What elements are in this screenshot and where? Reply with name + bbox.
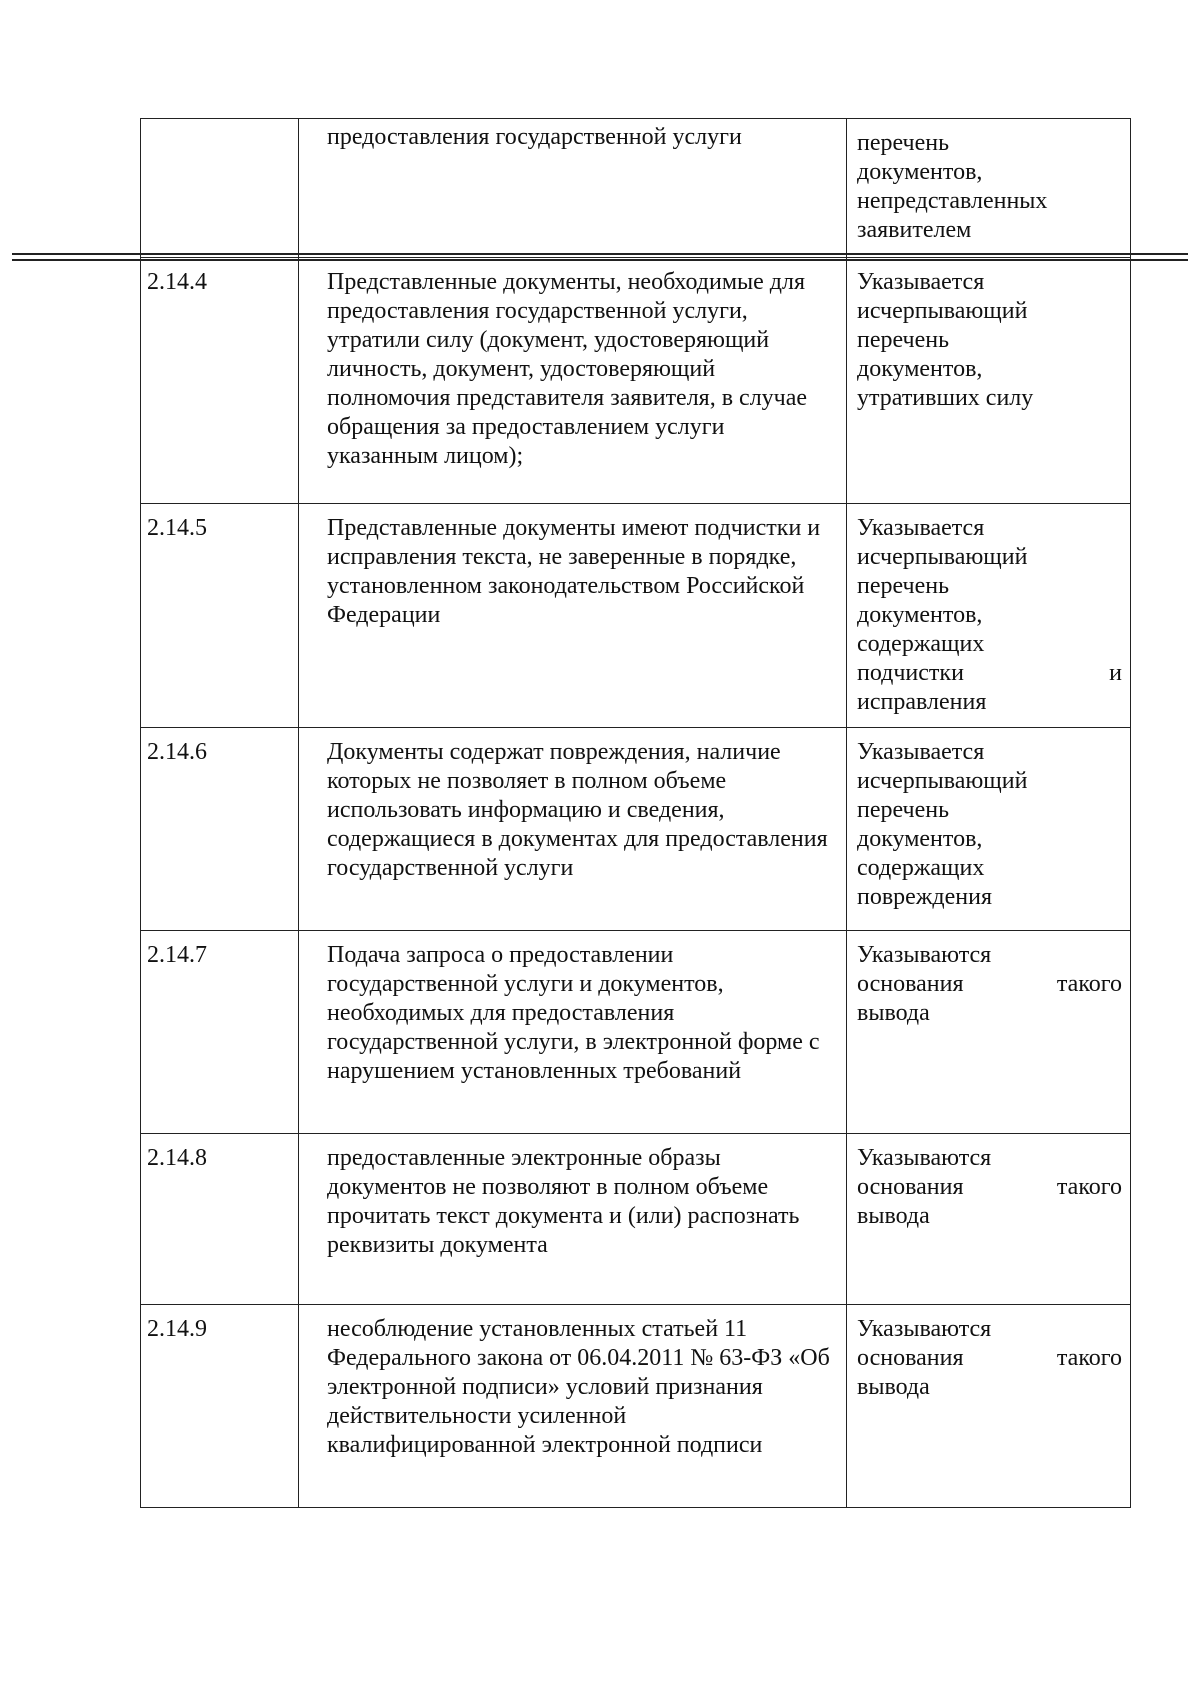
note-line: основания такого (857, 1345, 1122, 1371)
note-line: перечень (857, 130, 950, 156)
row-note (847, 504, 1131, 728)
note-line: перечень (857, 573, 950, 599)
row-number: 2.14.8 (141, 1134, 299, 1305)
note-line: основания такого (857, 971, 1122, 997)
note-line: исчерпывающий (857, 768, 1028, 794)
row-note (847, 258, 1131, 504)
row-note (847, 931, 1131, 1134)
row-description: несоблюдение установленных статьей 11 Федерального закона от 06.04.2011 № 63-ФЗ «Об электронной подписи» условий признания действительности усиленной квалифицированной электронной подписи (299, 1305, 847, 1508)
note-line: непредставленных (857, 188, 1048, 214)
note-line: заявителем (857, 217, 972, 243)
note-line: содержащих (857, 631, 985, 657)
note-line: документов, (857, 826, 983, 852)
note-line: подчистки и (857, 660, 1122, 686)
note-line: Указывается (857, 739, 985, 765)
note-line: содержащих (857, 855, 985, 881)
row-description: предоставления государственной услуги (299, 119, 847, 258)
note-line: Указываются (857, 942, 992, 968)
table-row (141, 1134, 1131, 1305)
row-description: Представленные документы, необходимые для предоставления государственной услуги, утратили силу (документ, удостоверяющий личность, документ, удостоверяющий полномочия представителя заявителя, в случае обращения за предоставлением услуги указанным лицом); (299, 258, 847, 504)
refusal-grounds-table (140, 118, 1131, 1508)
row-note (847, 728, 1131, 931)
note-line: утративших силу (857, 385, 1034, 411)
row-number: 2.14.6 (141, 728, 299, 931)
note-line: документов, (857, 159, 983, 185)
note-line: перечень (857, 327, 950, 353)
note-line: вывода (857, 1374, 930, 1400)
table-row (141, 258, 1131, 504)
row-note (847, 1305, 1131, 1508)
row-number: 2.14.7 (141, 931, 299, 1134)
row-number: 2.14.5 (141, 504, 299, 728)
table-row (141, 931, 1131, 1134)
row-description: Подача запроса о предоставлении государственной услуги и документов, необходимых для предоставления государственной услуги, в электронной форме с нарушением установленных требований (299, 931, 847, 1134)
note-line: Указывается (857, 515, 985, 541)
note-line: исправления (857, 689, 987, 715)
note-line: вывода (857, 1203, 930, 1229)
note-line: повреждения (857, 884, 992, 910)
note-line: исчерпывающий (857, 544, 1028, 570)
row-number: 2.14.4 (141, 258, 299, 504)
note-line: исчерпывающий (857, 298, 1028, 324)
note-line: документов, (857, 602, 983, 628)
row-description: предоставленные электронные образы документов не позволяют в полном объеме прочитать текст документа и (или) распознать реквизиты документа (299, 1134, 847, 1305)
row-description: Документы содержат повреждения, наличие которых не позволяет в полном объеме использовать информацию и сведения, содержащиеся в документах для предоставления государственной услуги (299, 728, 847, 931)
table-row (141, 504, 1131, 728)
row-number (141, 119, 299, 258)
note-line: перечень (857, 797, 950, 823)
row-note (847, 1134, 1131, 1305)
table-row (141, 119, 1131, 258)
row-number: 2.14.9 (141, 1305, 299, 1508)
row-note (847, 119, 1131, 258)
note-line: основания такого (857, 1174, 1122, 1200)
note-line: документов, (857, 356, 983, 382)
note-line: Указывается (857, 269, 985, 295)
note-line: вывода (857, 1000, 930, 1026)
note-line: Указываются (857, 1145, 992, 1171)
table-row (141, 1305, 1131, 1508)
table-row (141, 728, 1131, 931)
row-description: Представленные документы имеют подчистки и исправления текста, не заверенные в порядке, установленном законодательством Российской Федерации (299, 504, 847, 728)
note-line: Указываются (857, 1316, 992, 1342)
